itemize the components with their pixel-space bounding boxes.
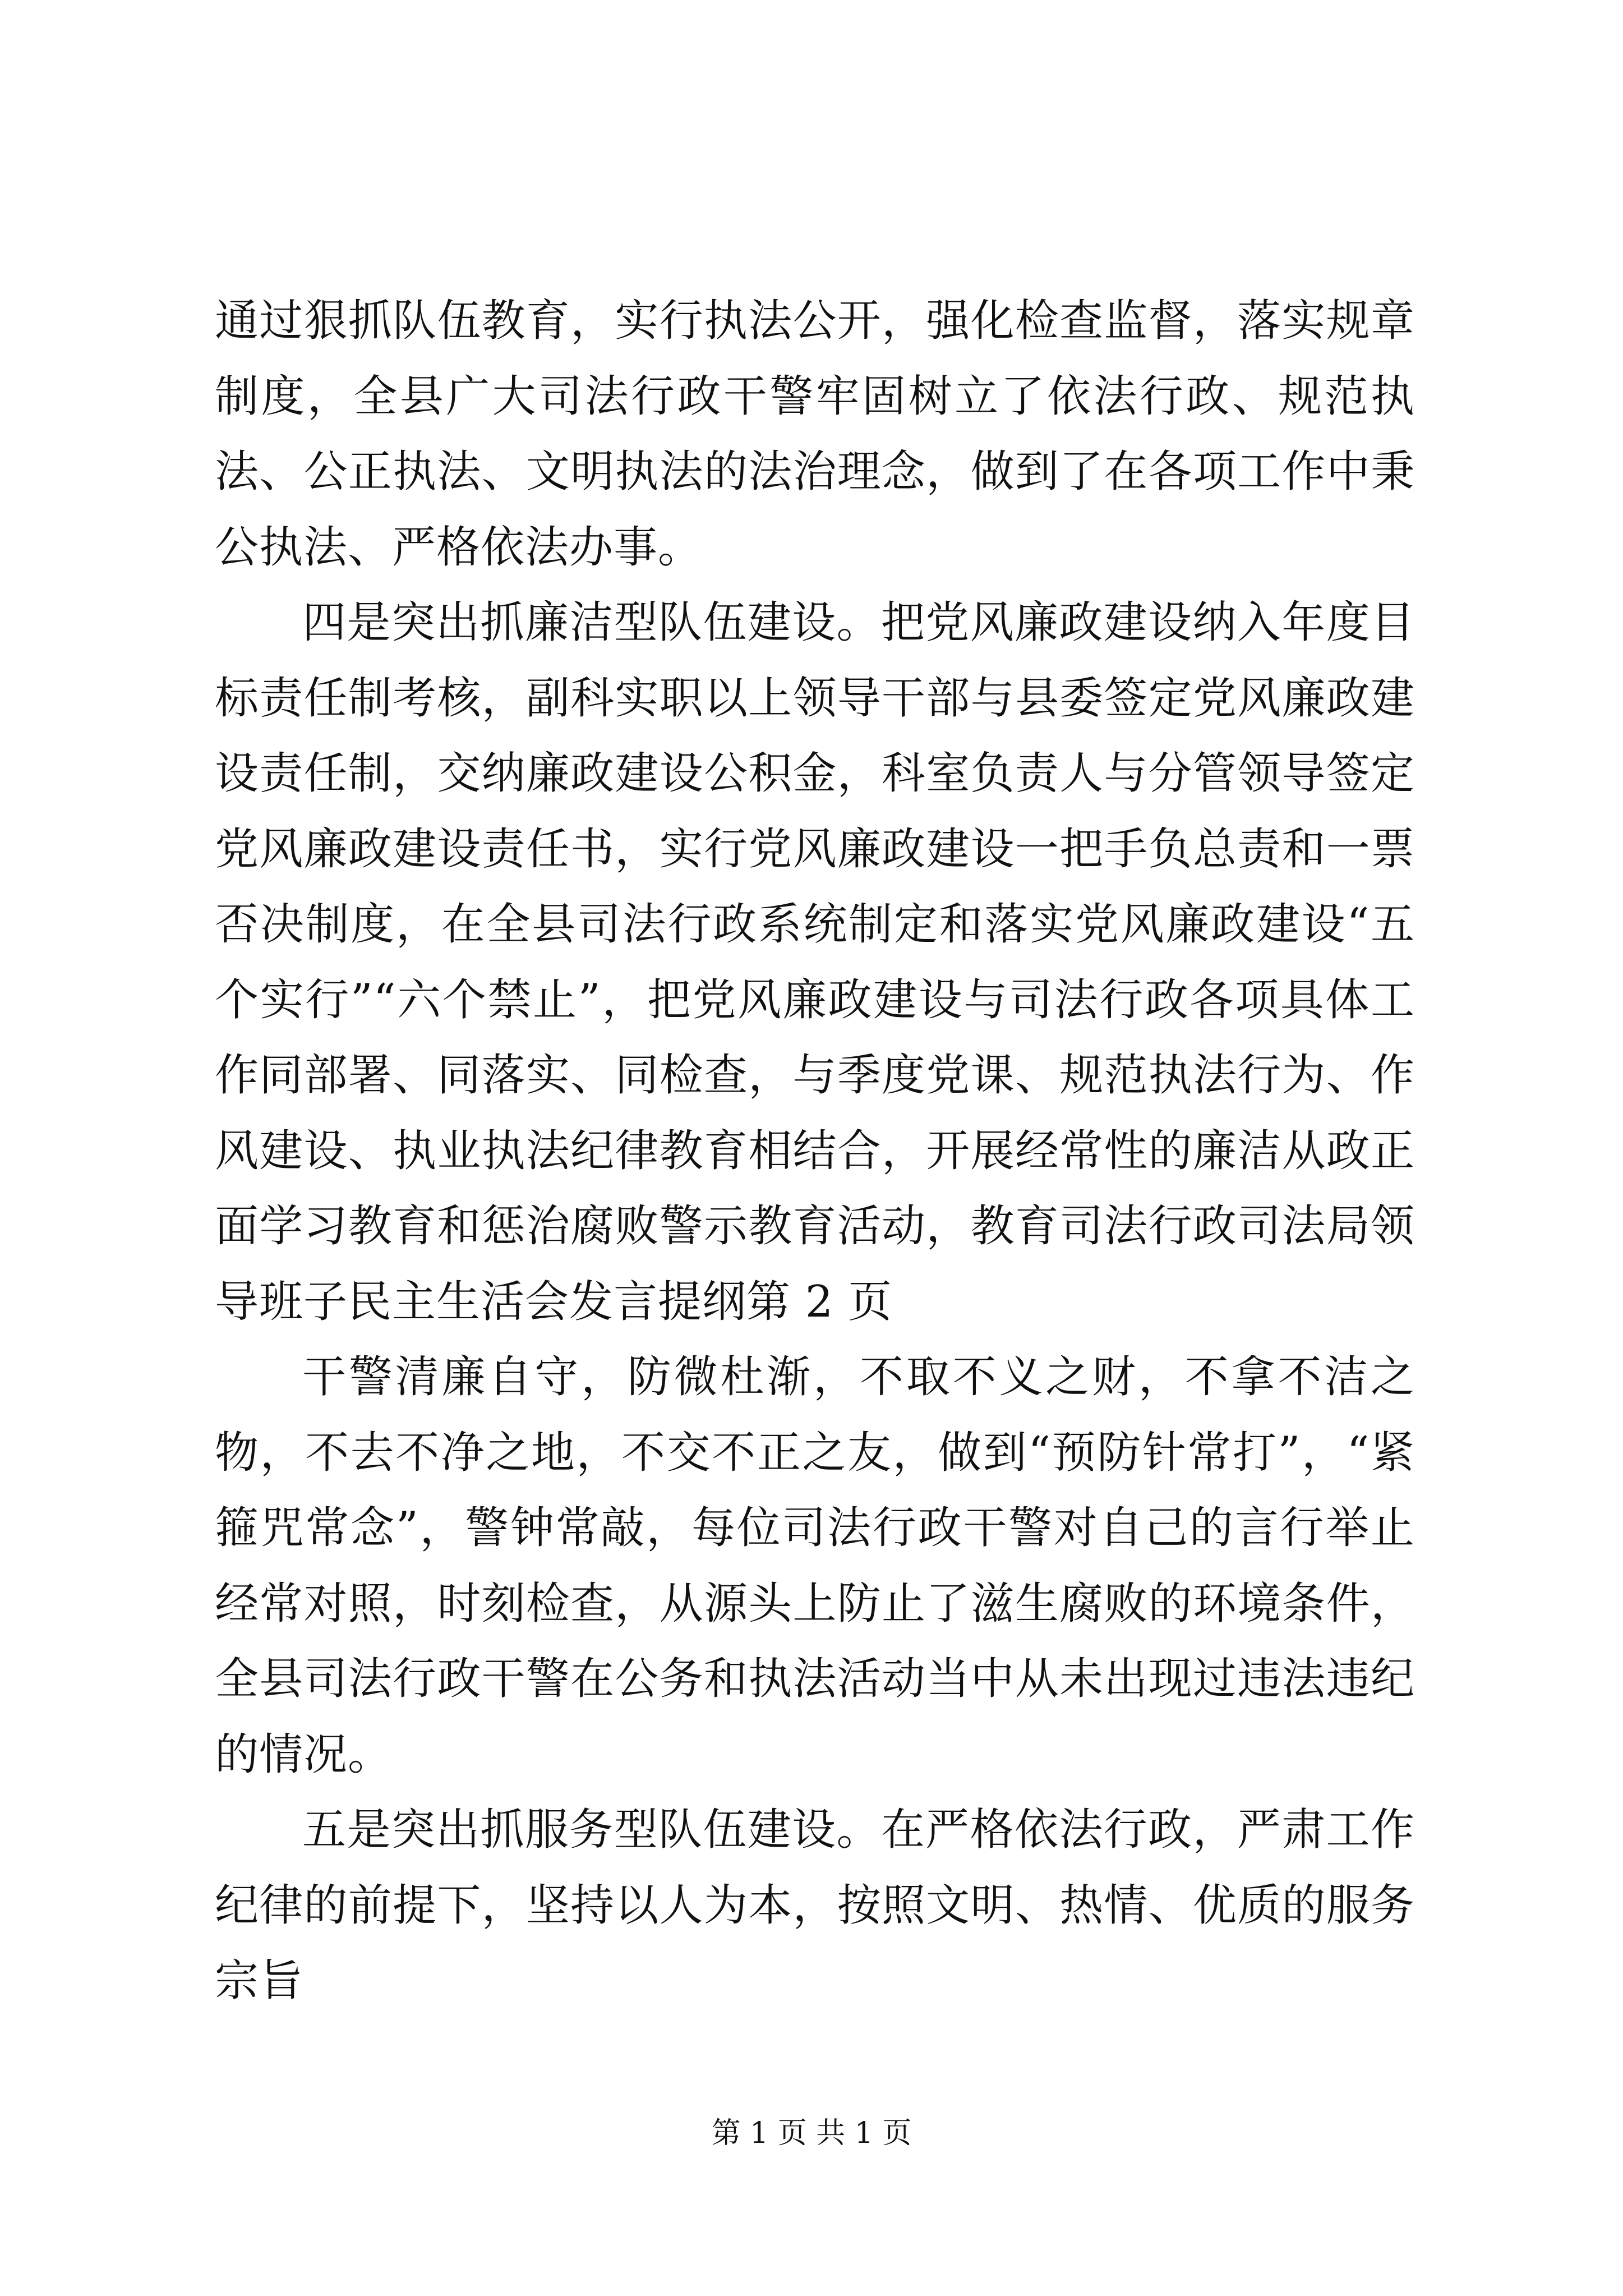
paragraph-1: 通过狠抓队伍教育，实行执法公开，强化检查监督，落实规章制度，全县广大司法行政干警牢固树立了依法行政、规范执法、公正执法、文明执法的法治理念，做到了在各项工作中秉公执法、严格依法办事。	[215, 296, 1415, 573]
document-body	[215, 283, 1415, 2019]
paragraph-2: 四是突出抓廉洁型队伍建设。把党风廉政建设纳入年度目标责任制考核，副科实职以上领导干部与县委签定党风廉政建设责任制，交纳廉政建设公积金，科室负责人与分管领导签定党风廉政建设责任书，实行党风廉政建设一把手负总责和一票否决制度，在全县司法行政系统制定和落实党风廉政建设“五个实行”“六个禁止”，把党风廉政建设与司法行政各项具体工作同部署、同落实、同检查，与季度党课、规范执法行为、作风建设、执业执法纪律教育相结合，开展经常性的廉洁从政正面学习教育和惩治腐败警示教育活动，教育司法行政司法局领导班子民主生活会发言提纲第 2 页	[215, 597, 1415, 1327]
paragraph-3: 干警清廉自守，防微杜渐，不取不义之财，不拿不洁之物，不去不净之地，不交不正之友，做到“预防针常打”，“紧箍咒常念”，警钟常敲，每位司法行政干警对自己的言行举止经常对照，时刻检查，从源头上防止了滋生腐败的环境条件，全县司法行政干警在公务和执法活动当中从未出现过违法违纪的情况。	[215, 1352, 1415, 1780]
paragraph-4: 五是突出抓服务型队伍建设。在严格依法行政，严肃工作纪律的前提下，坚持以人为本，按照文明、热情、优质的服务宗旨	[215, 1805, 1415, 2006]
page-footer: 第 1 页 共 1 页	[711, 2116, 912, 2150]
